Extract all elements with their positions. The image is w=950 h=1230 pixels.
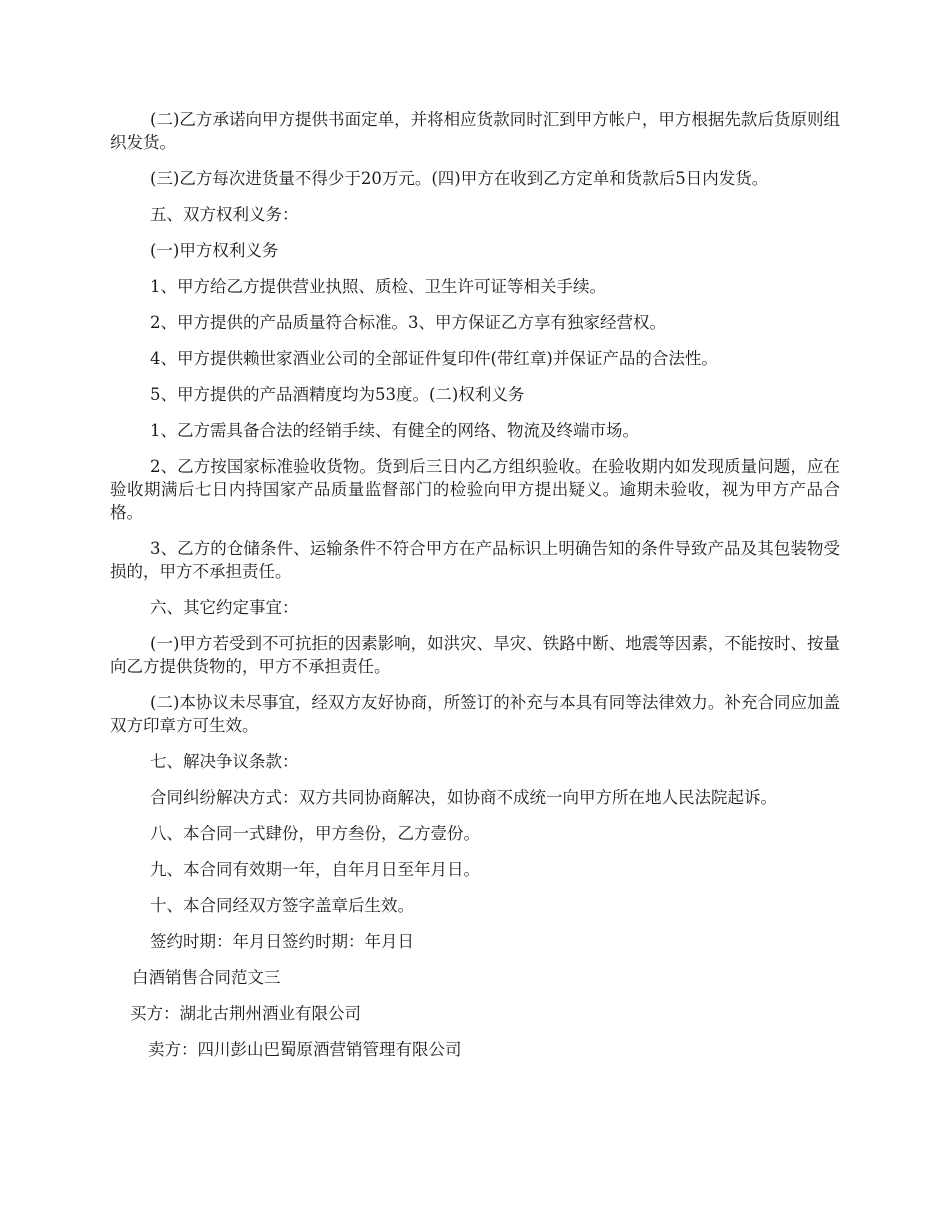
paragraph-order-payment: (二)乙方承诺向甲方提供书面定单，并将相应货款同时汇到甲方帐户，甲方根据先款后货原则组织发货。	[110, 110, 840, 152]
paragraph-force-majeure: (一)甲方若受到不可抗拒的因素影响，如洪灾、旱灾、铁路中断、地震等因素，不能按时、按量向乙方提供货物的，甲方不承担责任。	[110, 634, 840, 676]
buyer-line: 买方：湖北古荆州酒业有限公司	[130, 1004, 361, 1023]
subheading-party-a: (一)甲方权利义务	[150, 241, 279, 260]
next-contract-title: 白酒销售合同范文三	[132, 968, 281, 987]
paragraph-order-quantity: (三)乙方每次进货量不得少于20万元。(四)甲方在收到乙方定单和货款后5日内发货。	[150, 169, 769, 188]
section-copies: 八、本合同一式肆份，甲方叁份，乙方壹份。	[150, 824, 480, 843]
paragraph-supplement: (二)本协议未尽事宜，经双方友好协商，所签订的补充与本具有同等法律效力。补充合同应加盖双方印章方可生效。	[110, 693, 840, 735]
list-item-b2: 2、乙方按国家标准验收货物。货到后三日内乙方组织验收。在验收期内如发现质量问题，应在验收期满后七日内持国家产品质量监督部门的检验向甲方提出疑义。逾期未验收，视为甲方产品合格。	[110, 457, 840, 522]
list-item-a1: 1、甲方给乙方提供营业执照、质检、卫生许可证等相关手续。	[150, 277, 606, 296]
signing-date-line: 签约时期：年月日签约时期：年月日	[150, 932, 414, 951]
section-heading-rights: 五、双方权利义务：	[150, 205, 299, 224]
section-heading-other: 六、其它约定事宜：	[150, 598, 299, 617]
paragraph-dispute-resolution: 合同纠纷解决方式：双方共同协商解决，如协商不成统一向甲方所在地人民法院起诉。	[150, 788, 777, 807]
section-heading-dispute: 七、解决争议条款：	[150, 752, 299, 771]
list-item-b3: 3、乙方的仓储条件、运输条件不符合甲方在产品标识上明确告知的条件导致产品及其包装物受损的，甲方不承担责任。	[110, 539, 840, 581]
section-validity: 九、本合同有效期一年，自年月日至年月日。	[150, 860, 480, 879]
list-item-a2: 2、甲方提供的产品质量符合标准。3、甲方保证乙方享有独家经营权。	[150, 313, 666, 332]
section-effective: 十、本合同经双方签字盖章后生效。	[150, 896, 414, 915]
list-item-a5: 5、甲方提供的产品酒精度均为53度。(二)权利义务	[150, 385, 525, 404]
list-item-a4: 4、甲方提供赖世家酒业公司的全部证件复印件(带红章)并保证产品的合法性。	[150, 349, 718, 368]
seller-line: 卖方：四川彭山巴蜀原酒营销管理有限公司	[148, 1040, 462, 1059]
list-item-b1: 1、乙方需具备合法的经销手续、有健全的网络、物流及终端市场。	[150, 421, 639, 440]
